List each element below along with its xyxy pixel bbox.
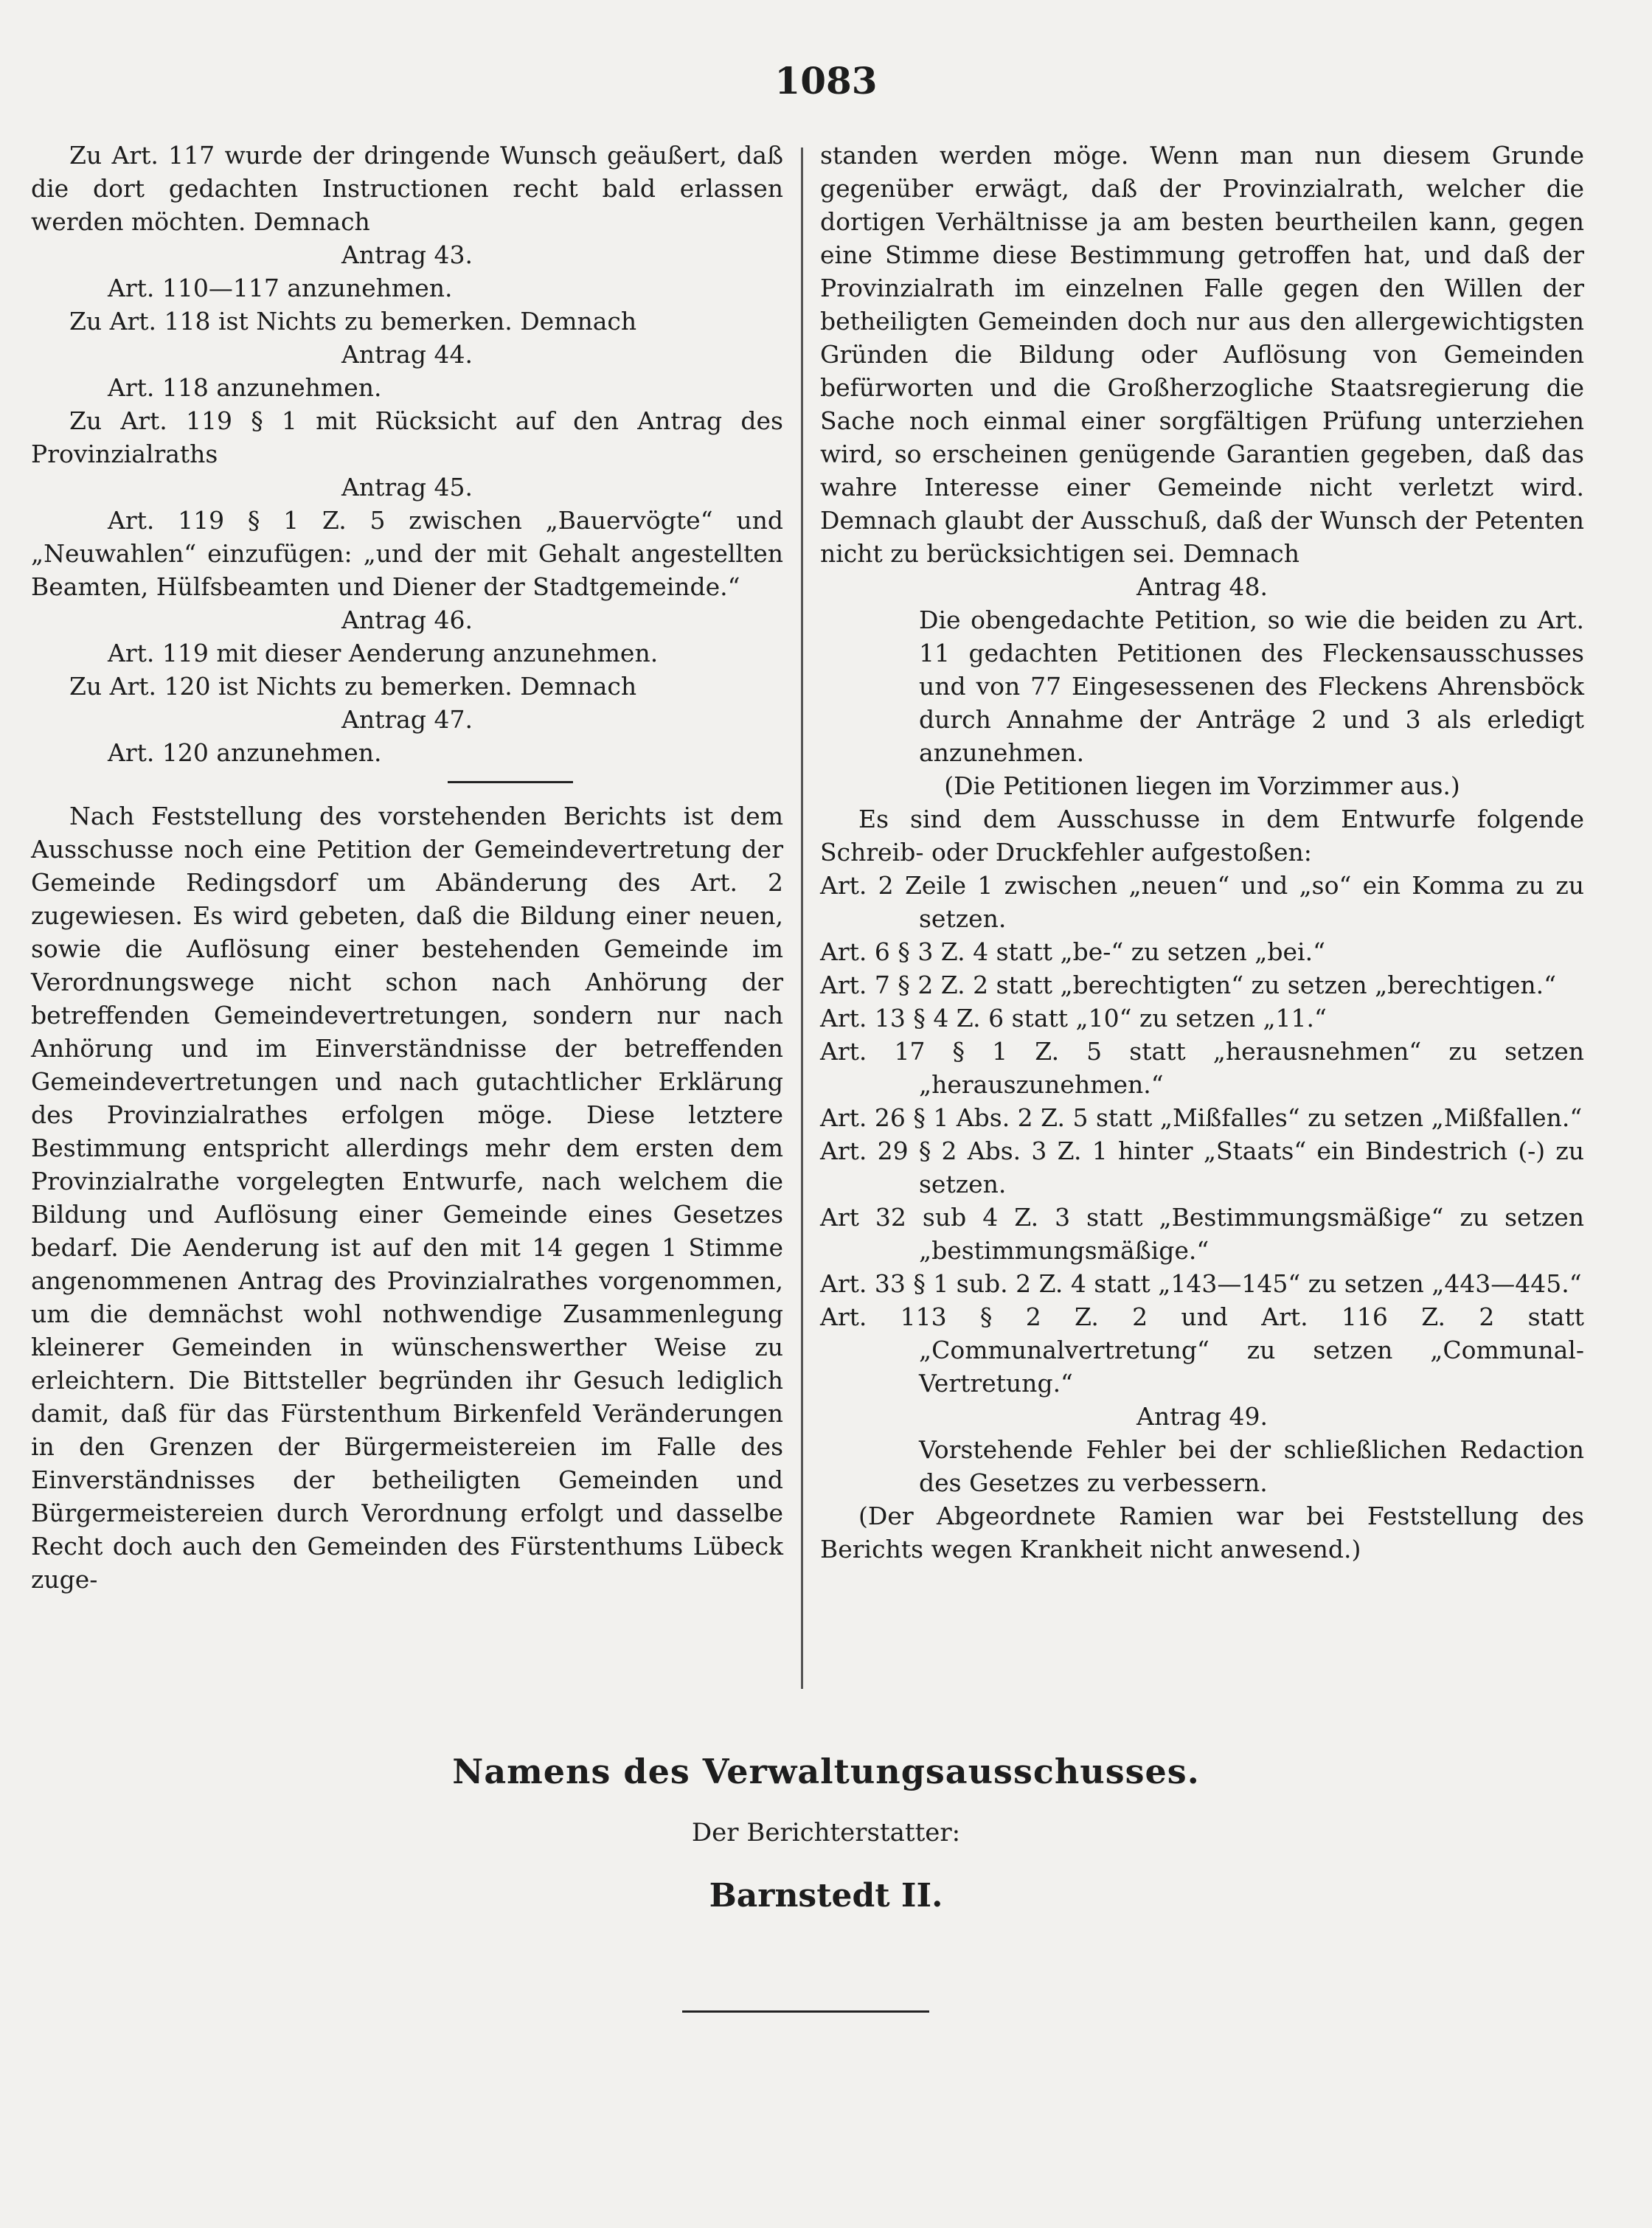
- errata-item: Art. 26 § 1 Abs. 2 Z. 5 statt „Mißfalles“ zu setzen „Mißfallen.“: [820, 1103, 1583, 1132]
- column-divider: [801, 148, 803, 1689]
- antrag-heading: Antrag 44.: [341, 340, 473, 369]
- main-paragraph: Nach Feststellung des vorstehenden Berichts ist dem Ausschusse noch eine Petition der Gemeindevertretung der Gemeinde Redingsdorf um Abänderung des Art. 2 zugewiesen. Es wird gebeten, daß die Bildung einer neuen, sowie die Auflösung einer bestehenden Gemeinde im Verordnungswege nicht schon nach Anhörung der betreffenden Gemeindevertretungen, sondern nur nach Anhörung und im Einverständnisse der betreffenden Gemeindevertretungen und nach gutachtlicher Erklärung des Provinzialrathes erfolgen möge. Diese letztere Bestimmung entspricht allerdings mehr dem ersten dem Provinzialrathe vorgelegten Entwurfe, nach welchem die Bildung und Auflösung einer Gemeinde eines Gesetzes bedarf. Die Aenderung ist auf den mit 14 gegen 1 Stimme angenommenen Antrag des Provinzialrathes vorgenommen, um die demnächst wohl nothwendige Zusammenlegung kleinerer Gemeinden in wünschenswerther Weise zu erleichtern. Die Bittsteller begründen ihr Gesuch lediglich damit, daß für das Fürstenthum Birkenfeld Veränderungen in den Grenzen der Bürgermeistereien im Falle des Einverständnisses der betheiligten Gemeinden und Bürgermeistereien durch Verordnung erfolgt und dasselbe Recht doch auch den Gemeinden des Fürstenthums Lübeck zuge-: [31, 802, 783, 1594]
- antrag-heading: Antrag 49.: [1136, 1402, 1268, 1431]
- errata-item: Art. 113 § 2 Z. 2 und Art. 116 Z. 2 statt „Communalvertretung“ zu setzen „Communal-Vertretung.“: [820, 1302, 1584, 1398]
- right-column: [820, 139, 1584, 1566]
- antrag-heading: Antrag 43.: [341, 240, 473, 269]
- errata-item: Art. 33 § 1 sub. 2 Z. 4 statt „143—145“ zu setzen „443—445.“: [820, 1269, 1582, 1298]
- errata-item: Art. 17 § 1 Z. 5 statt „herausnehmen“ zu setzen „herauszunehmen.“: [820, 1037, 1584, 1099]
- text-line: Zu Art. 117 wurde der dringende Wunsch geäußert, daß die dort gedachten Instructionen recht bald erlassen werden möchten. Demnach: [31, 141, 783, 236]
- antrag-heading: Antrag 46.: [341, 605, 473, 634]
- errata-item: Art. 29 § 2 Abs. 3 Z. 1 hinter „Staats“ ein Bindestrich (-) zu setzen.: [820, 1136, 1584, 1198]
- antrag-heading: Antrag 47.: [341, 705, 473, 734]
- errata-item: Art. 7 § 2 Z. 2 statt „berechtigten“ zu setzen „berechtigen.“: [820, 971, 1557, 999]
- text-line: Zu Art. 119 § 1 mit Rücksicht auf den Antrag des Provinzialraths: [31, 406, 783, 468]
- continued-paragraph: standen werden möge. Wenn man nun diesem Grunde gegenüber erwägt, daß der Provinzialrath, welcher die dortigen Verhältnisse ja am besten beurtheilen kann, gegen eine Stimme diese Bestimmung getroffen hat, und daß der Provinzialrath im einzelnen Falle gegen den Willen der betheiligten Gemeinden doch nur aus den allergewichtigsten Gründen die Bildung oder Auflösung von Gemeinden befürworten und die Großherzogliche Staatsregierung die Sache noch einmal einer sorgfältigen Prüfung unterziehen wird, so erscheinen genügende Garantien gegeben, daß das wahre Interesse einer Gemeinde nicht verletzt wird. Demnach glaubt der Ausschuß, daß der Wunsch der Petenten nicht zu berücksichtigen sei. Demnach: [820, 141, 1584, 568]
- antrag-heading: Antrag 45.: [341, 473, 473, 502]
- errata-item: Art. 2 Zeile 1 zwischen „neuen“ und „so“ ein Komma zu zu setzen.: [820, 871, 1584, 933]
- absence-note: (Der Abgeordnete Ramien war bei Feststellung des Berichts wegen Krankheit nicht anwesend.): [820, 1502, 1584, 1564]
- text-line: Art. 119 mit dieser Aenderung anzunehmen.: [108, 639, 659, 667]
- left-column: [31, 139, 783, 1596]
- errata-item: Art 32 sub 4 Z. 3 statt „Bestimmungsmäßige“ zu setzen „bestimmungsmäßige.“: [820, 1203, 1584, 1265]
- section-rule: [448, 781, 573, 783]
- petitions-note: (Die Petitionen liegen im Vorzimmer aus.): [944, 771, 1460, 800]
- text-line: Zu Art. 120 ist Nichts zu bemerken. Demnach: [69, 672, 637, 701]
- committee-signature: Namens des Verwaltungsausschusses.: [452, 1752, 1200, 1791]
- antrag-heading: Antrag 48.: [1136, 572, 1268, 601]
- reporter-role: Der Berichterstatter:: [691, 1818, 961, 1847]
- closing-rule: [682, 2010, 929, 2013]
- errata-item: Art. 6 § 3 Z. 4 statt „be-“ zu setzen „bei.“: [820, 937, 1325, 966]
- text-line: Art. 110—117 anzunehmen.: [108, 274, 453, 302]
- page-number: 1083: [774, 59, 878, 103]
- text-line: Zu Art. 118 ist Nichts zu bemerken. Demnach: [69, 307, 637, 336]
- errata-intro: Es sind dem Ausschusse in dem Entwurfe folgende Schreib- oder Druckfehler aufgestoßen:: [820, 805, 1584, 867]
- reporter-name: Barnstedt II.: [709, 1877, 943, 1915]
- antrag-text: Die obengedachte Petition, so wie die beiden zu Art. 11 gedachten Petitionen des Fleckensausschusses und von 77 Eingesessenen des Fleckens Ahrensböck durch Annahme der Anträge 2 und 3 als erledigt anzunehmen.: [919, 605, 1584, 767]
- text-line: Art. 119 § 1 Z. 5 zwischen „Bauervögte“ und „Neuwahlen“ einzufügen: „und der mit Gehalt angestellten Beamten, Hülfsbeamten und Diener der Stadtgemeinde.“: [31, 506, 783, 601]
- text-line: Art. 118 anzunehmen.: [108, 373, 382, 402]
- antrag-text: Vorstehende Fehler bei der schließlichen Redaction des Gesetzes zu verbessern.: [919, 1435, 1584, 1497]
- text-line: Art. 120 anzunehmen.: [108, 738, 382, 767]
- errata-item: Art. 13 § 4 Z. 6 statt „10“ zu setzen „11.“: [820, 1004, 1327, 1033]
